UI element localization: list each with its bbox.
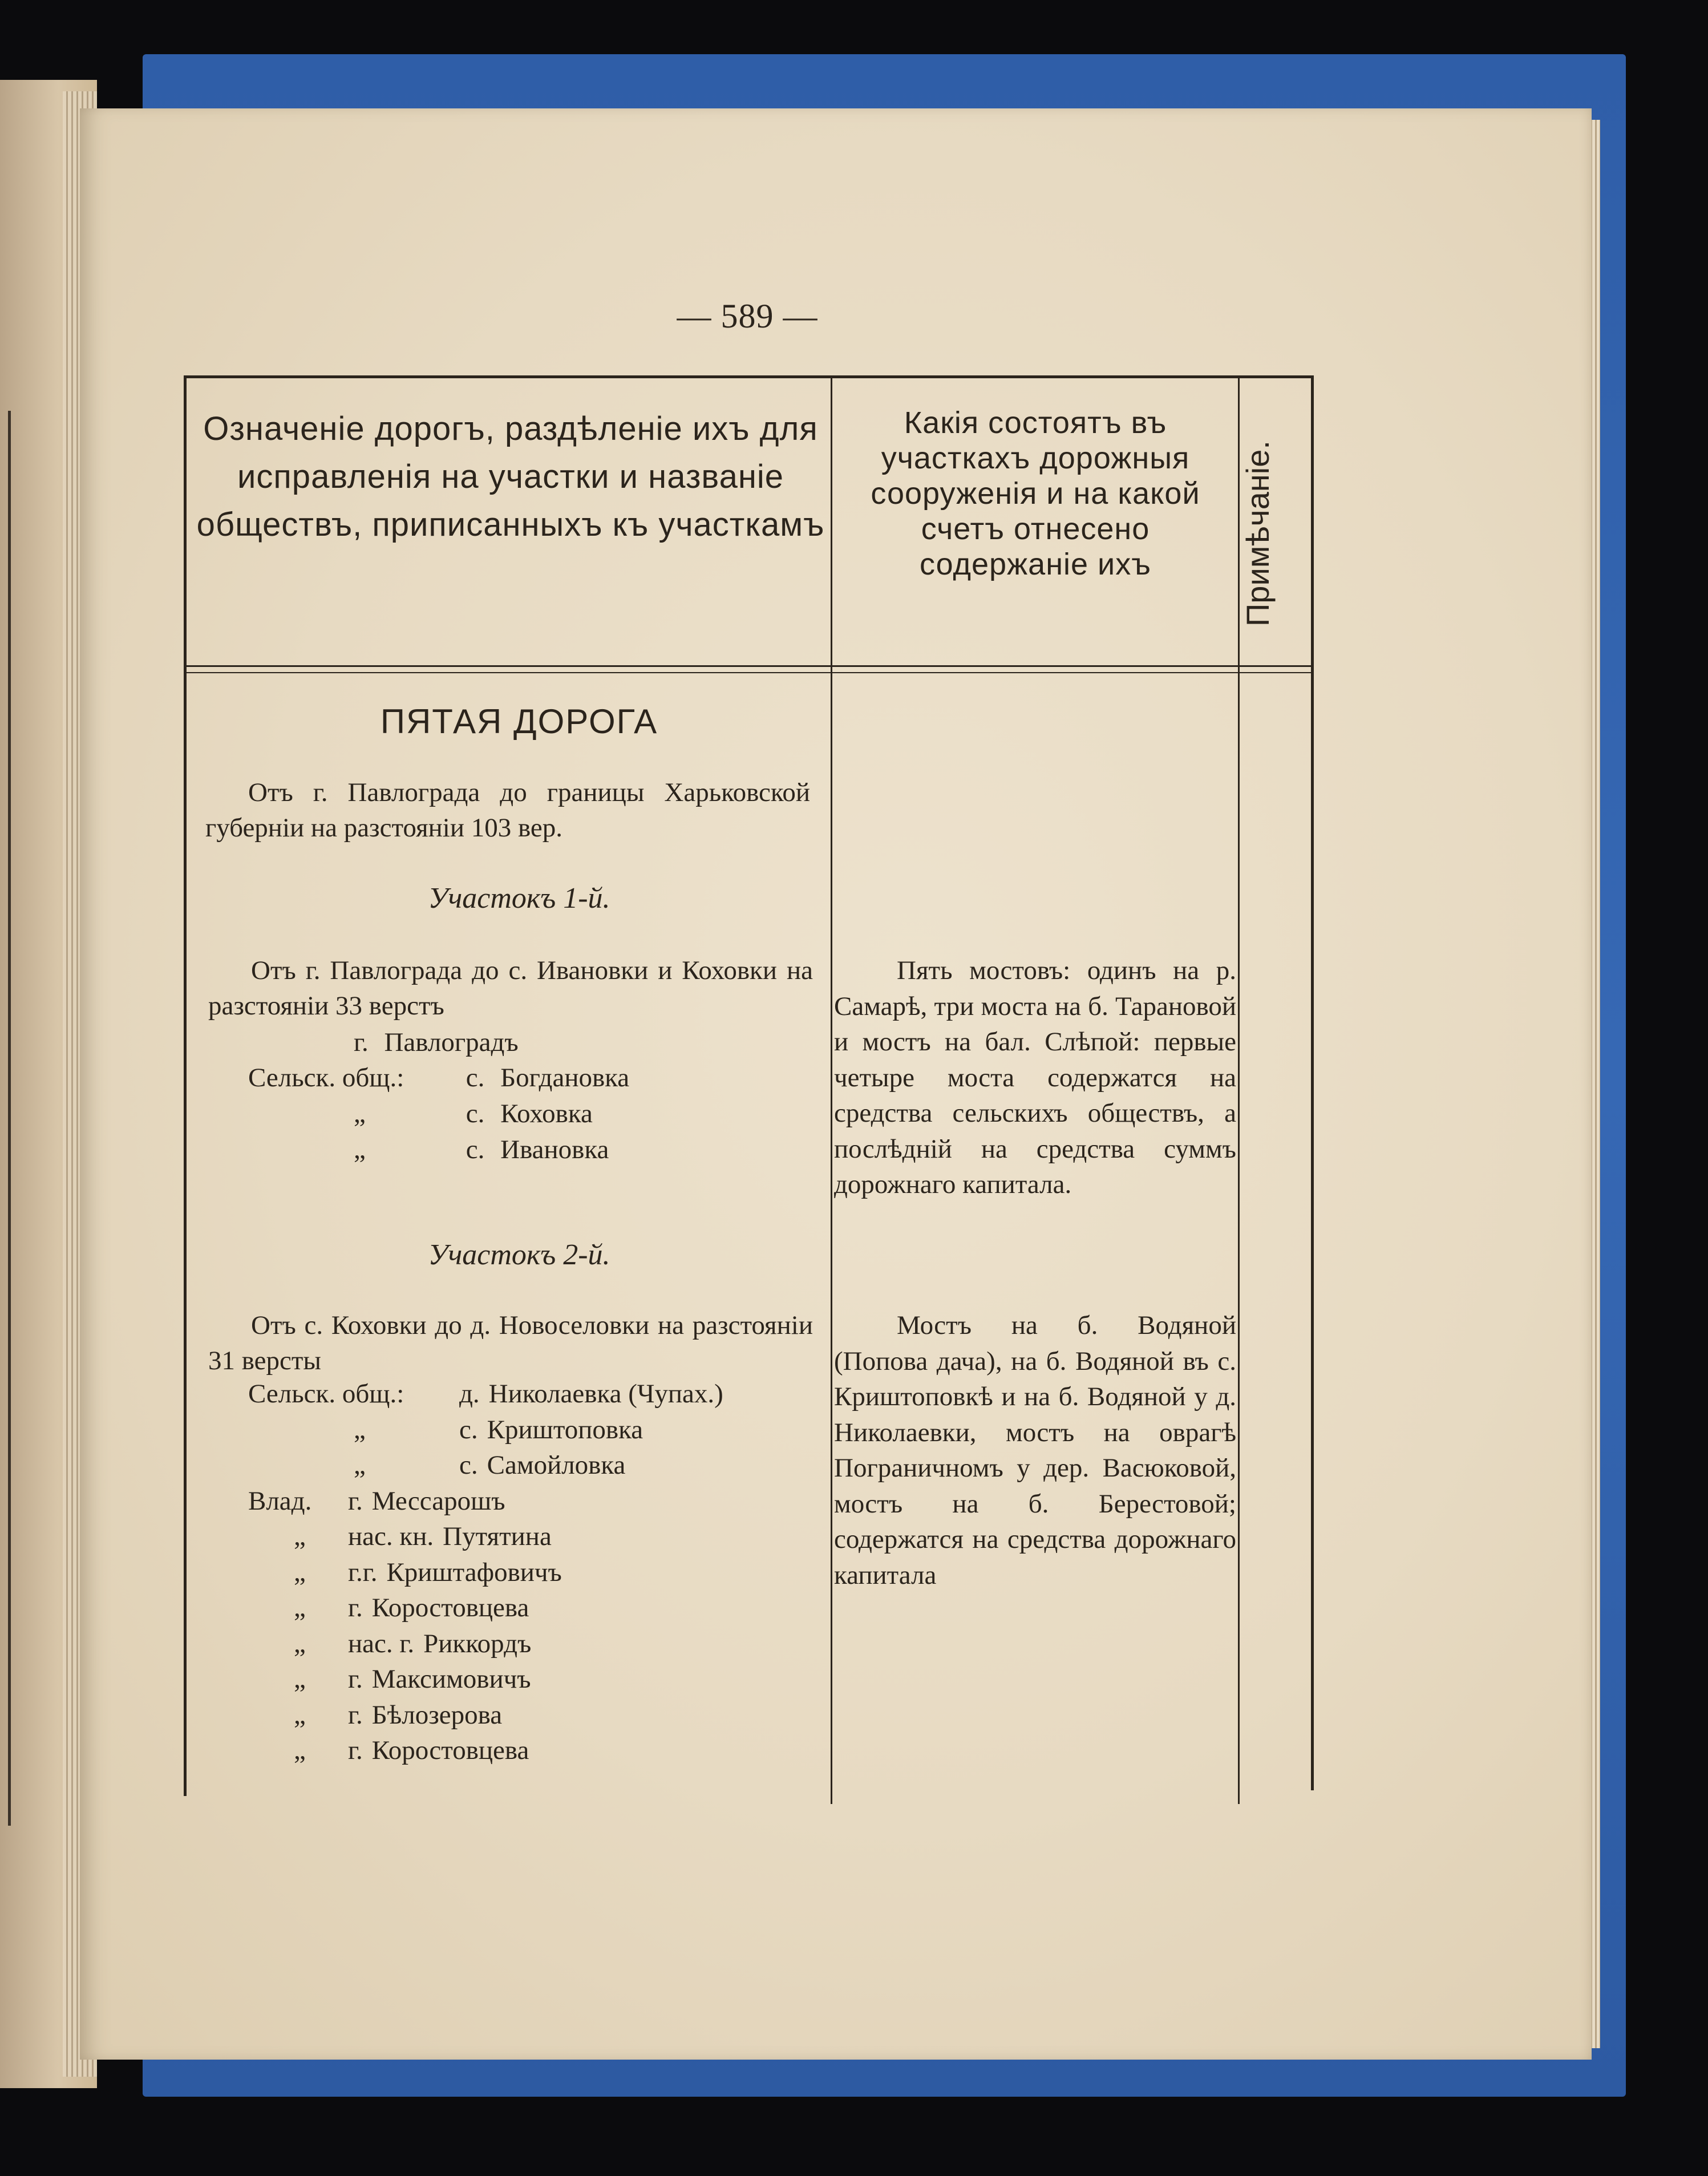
settlement-name: Богдановка bbox=[500, 1063, 630, 1093]
settlement-mark: д. bbox=[459, 1379, 480, 1409]
section-1-row-1 bbox=[354, 1027, 519, 1058]
section-1-row-2 bbox=[248, 1062, 629, 1093]
section-2-note: Мостъ на б. Водяной (Попова дача), на б. Водяной въ с. Криштоповкѣ и на б. Водяной у д. Николаевки, мостъ на оврагѣ Пограничномъ у дер. Васюковой, мостъ на б. Берестовой; содержатся на средства дорожнаго капитала bbox=[834, 1311, 1236, 1590]
road-title: ПЯТАЯ ДОРОГА bbox=[380, 702, 658, 741]
settlement-mark: г. bbox=[348, 1593, 363, 1623]
row-prefix: „ bbox=[354, 1135, 366, 1164]
section-1-row-3 bbox=[248, 1098, 593, 1129]
settlement-name: Ивановка bbox=[500, 1135, 609, 1164]
page-number: — 589 — bbox=[677, 297, 818, 335]
settlement-name: Самойловка bbox=[487, 1450, 626, 1480]
section-2-row bbox=[248, 1378, 723, 1409]
settlement-name: Николаевка (Чупах.) bbox=[488, 1379, 723, 1409]
row-prefix: Сельск. общ.: bbox=[248, 1379, 404, 1409]
settlement-mark: с. bbox=[459, 1450, 478, 1480]
row-prefix: „ bbox=[294, 1557, 306, 1587]
table-top-rule bbox=[185, 375, 1312, 378]
section-2-title: Участокъ 2-й. bbox=[428, 1239, 610, 1271]
column-header-notes: Примѣчаніе. bbox=[1240, 440, 1276, 626]
section-2-row bbox=[248, 1557, 562, 1588]
row-prefix: „ bbox=[294, 1628, 306, 1659]
section-1-title: Участокъ 1-й. bbox=[428, 882, 610, 915]
left-page-rule bbox=[8, 411, 11, 1826]
row-prefix: „ bbox=[354, 1099, 366, 1129]
table-header-rule-2 bbox=[185, 672, 1312, 673]
section-2-row bbox=[248, 1414, 643, 1445]
table-left-rule bbox=[184, 375, 187, 1796]
section-1-row-4 bbox=[248, 1134, 609, 1165]
row-prefix: „ bbox=[294, 1522, 306, 1551]
settlement-mark: нас. кн. bbox=[348, 1522, 434, 1551]
settlement-mark: нас. г. bbox=[348, 1628, 415, 1659]
settlement-name: Бѣлозерова bbox=[371, 1700, 503, 1730]
section-2-row bbox=[248, 1700, 502, 1730]
section-2-row bbox=[248, 1486, 505, 1516]
section-1-note: Пять мостовъ: одинъ на р. Самарѣ, три моста на б. Тарановой и мостъ на бал. Слѣпой: первые четыре моста содержатся на средства сельскихъ обществъ, а послѣдній на средства суммъ дорожнаго капитала. bbox=[834, 956, 1236, 1199]
section-2-row bbox=[248, 1735, 529, 1766]
settlement-mark: г. bbox=[348, 1700, 363, 1730]
section-1-description: Отъ г. Павлограда до с. Ивановки и Коховки на разстояніи 33 верстъ bbox=[208, 956, 813, 1021]
section-2-row bbox=[248, 1592, 529, 1623]
row-prefix: „ bbox=[294, 1664, 306, 1694]
row-prefix: „ bbox=[354, 1414, 366, 1445]
settlement-name: Криштоповка bbox=[487, 1414, 643, 1445]
section-2-row bbox=[248, 1450, 625, 1481]
table-right-rule bbox=[1311, 375, 1314, 1790]
settlement-mark: с. bbox=[466, 1099, 485, 1129]
settlement-name: Коростовцева bbox=[371, 1593, 529, 1623]
settlement-name: Риккордъ bbox=[423, 1628, 532, 1659]
row-prefix: Сельск. общ.: bbox=[248, 1063, 404, 1093]
settlement-name: Коростовцева bbox=[371, 1736, 529, 1765]
settlement-mark: г.г. bbox=[348, 1557, 378, 1587]
settlement-mark: г. bbox=[348, 1664, 363, 1694]
settlement-mark: г. bbox=[354, 1028, 369, 1057]
settlement-name: Путятина bbox=[443, 1522, 552, 1551]
row-prefix: „ bbox=[294, 1593, 306, 1623]
settlement-mark: с. bbox=[466, 1135, 485, 1164]
column-divider-1 bbox=[831, 378, 832, 1804]
column-header-structures: Какія состоятъ въ участкахъ дорожныя сооруженія и на какой счетъ отнесено содержаніе ихъ bbox=[871, 406, 1200, 581]
settlement-name: Павлоградъ bbox=[384, 1028, 519, 1057]
row-prefix: „ bbox=[354, 1450, 366, 1480]
row-prefix: Влад. bbox=[248, 1486, 312, 1516]
settlement-name: Коховка bbox=[500, 1099, 593, 1129]
settlement-mark: г. bbox=[348, 1736, 363, 1765]
table-header-rule bbox=[185, 665, 1312, 667]
settlement-name: Мессарошъ bbox=[371, 1486, 505, 1516]
settlement-mark: с. bbox=[459, 1414, 478, 1445]
row-prefix: „ bbox=[294, 1736, 306, 1765]
section-2-row bbox=[248, 1664, 531, 1694]
settlement-name: Максимовичъ bbox=[371, 1664, 531, 1694]
section-2-description: Отъ с. Коховки до д. Новоселовки на разстояніи 31 версты bbox=[208, 1311, 813, 1376]
settlement-name: Криштафовичъ bbox=[386, 1557, 562, 1587]
section-2-row bbox=[248, 1628, 531, 1659]
settlement-mark: г. bbox=[348, 1486, 363, 1516]
settlement-mark: с. bbox=[466, 1063, 485, 1093]
column-header-roads: Означеніе дорогъ, раздѣленіе ихъ для исправленія на участки и названіе обществъ, приписанныхъ къ участкамъ bbox=[196, 410, 825, 543]
row-prefix: „ bbox=[294, 1700, 306, 1730]
section-2-row bbox=[248, 1521, 552, 1552]
road-description: Отъ г. Павлограда до границы Харьковской губерніи на разстояніи 103 вер. bbox=[205, 778, 810, 843]
